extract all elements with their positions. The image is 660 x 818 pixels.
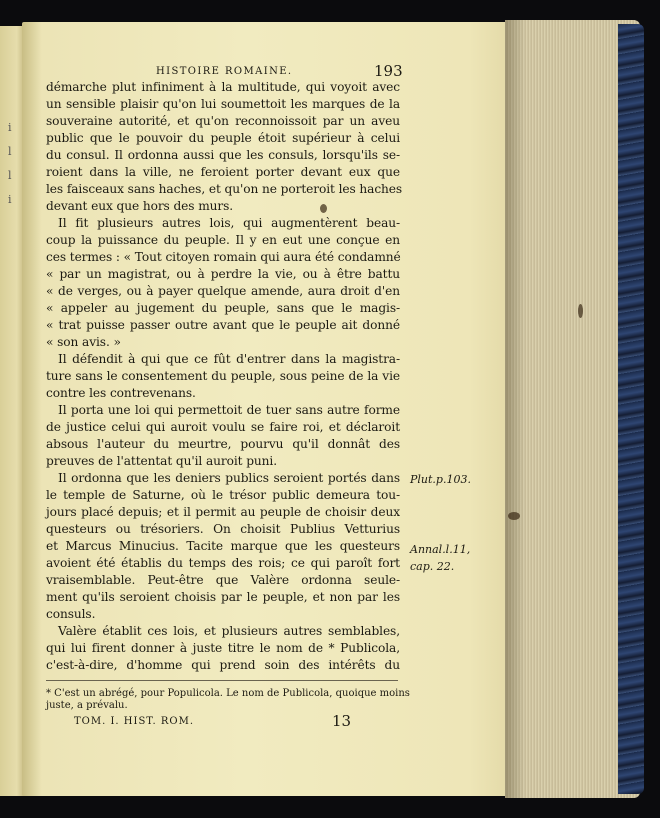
text-line: « son avis. » — [46, 335, 121, 349]
text-line: consuls. — [46, 607, 96, 621]
text-line: questeurs ou trésoriers. On choisit Publius Vetturius — [46, 522, 400, 536]
text-line: contre les contrevenans. — [46, 386, 196, 400]
text-line: « trat puisse passer outre avant que le peuple ait donné — [46, 318, 400, 332]
text-line: « par un magistrat, ou à perdre la vie, ou à être battu — [46, 267, 400, 281]
footnote-line: * C'est un abrégé, pour Populicola. Le nom de Publicola, quoique moins — [46, 688, 410, 699]
text-line: roient dans la ville, ne feroient porter devant eux que — [46, 165, 400, 179]
text-line: démarche plut infiniment à la multitude, qui voyoit avec — [46, 80, 400, 94]
text-line: c'est-à-dire, d'homme qui prend soin des intérêts du — [46, 658, 400, 672]
text-line: « de verges, ou à payer quelque amende, aura droit d'en — [46, 284, 400, 298]
text-line: Il ordonna que les deniers publics seroient portés dans — [58, 471, 400, 485]
margin-note: cap. 22. — [410, 560, 455, 573]
text-line: coup la puissance du peuple. Il y en eut une conçue en — [46, 233, 400, 247]
text-line: absous l'auteur du meurtre, pourvu qu'il donnât des — [46, 437, 400, 451]
text-line: « appeler au jugement du peuple, sans que le magis- — [46, 301, 400, 315]
page-number: 193 — [374, 62, 403, 80]
text-line: un sensible plaisir qu'on lui soumettoit les marques de la — [46, 97, 400, 111]
text-line: Il défendit à qui que ce fût d'entrer dans la magistra- — [58, 352, 400, 366]
signature-mark: TOM. I. HIST. ROM. — [74, 716, 194, 727]
margin-note: Annal.l.11, — [410, 543, 471, 556]
text-line: du consul. Il ordonna aussi que les consuls, lorsqu'ils se- — [46, 148, 400, 162]
footnote-rule — [46, 680, 398, 681]
text-line: le temple de Saturne, où le trésor public demeura tou- — [46, 488, 400, 502]
text-line: ment qu'ils seroient choisis par le peuple, et non par les — [46, 590, 400, 604]
text-line: Valère établit ces lois, et plusieurs autres semblables, — [58, 624, 400, 638]
text-line: jours placé depuis; et il permit au peuple de choisir deux — [46, 505, 400, 519]
text-line: avoient été établis du temps des rois; ce qui paroît fort — [46, 556, 400, 570]
text-line: vraisemblable. Peut-être que Valère ordonna seule- — [46, 573, 400, 587]
text-line: ces termes : « Tout citoyen romain qui aura été condamné — [46, 250, 401, 264]
text-line: ture sans le consentement du peuple, sous peine de la vie — [46, 369, 400, 383]
text-line: de justice celui qui auroit voulu se faire roi, et déclaroit — [46, 420, 400, 434]
text-line: public que le pouvoir du peuple étoit supérieur à celui — [46, 131, 400, 145]
text-line: et Marcus Minucius. Tacite marque que les questeurs — [46, 539, 400, 553]
text-line: Il fit plusieurs autres lois, qui augmentèrent beau- — [58, 216, 400, 230]
margin-note: Plut.p.103. — [410, 473, 471, 486]
running-head: HISTOIRE ROMAINE. — [156, 66, 293, 77]
text-line: qui lui firent donner à juste titre le nom de * Publicola, — [46, 641, 400, 655]
footnote-line: juste, a prévalu. — [46, 700, 128, 711]
text-line: Il porta une loi qui permettoit de tuer sans autre forme — [58, 403, 400, 417]
text-line: souveraine autorité, et qu'on reconnoissoit par un aveu — [46, 114, 400, 128]
facing-page-marks: i l l i — [8, 121, 12, 206]
text-line: les faisceaux sans haches, et qu'on ne porteroit les haches — [46, 182, 403, 196]
gathering-number: 13 — [332, 712, 352, 730]
text-line: preuves de l'attentat qu'il auroit puni. — [46, 454, 278, 468]
text-line: devant eux que hors des murs. — [46, 199, 234, 213]
